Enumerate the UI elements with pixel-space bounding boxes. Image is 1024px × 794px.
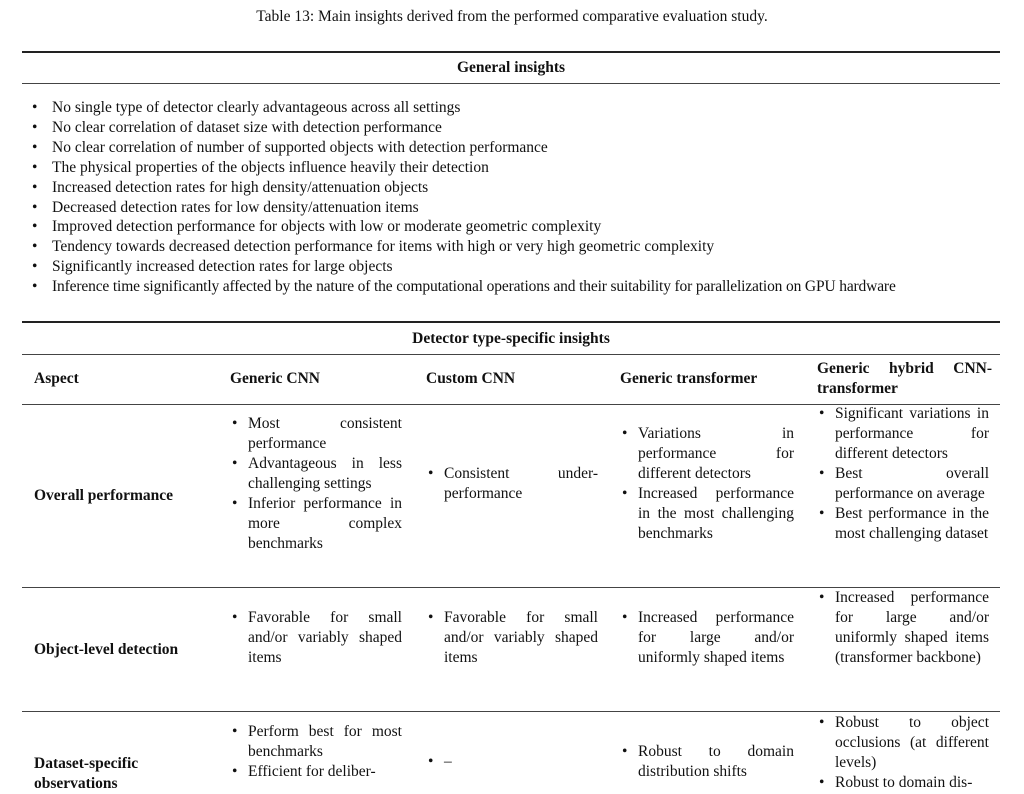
general-insights-heading: General insights [456,59,566,76]
cell-dataset-generic-transformer [620,742,794,782]
cell-object-generic-transformer [620,608,794,668]
list-item: • Robust to domain dis- [819,774,973,791]
specific-insights-heading: Detector type-specific insights [412,330,610,347]
row-aspect-dataset-specific: Dataset-specific observations [34,755,139,792]
col-header-aspect: Aspect [34,370,79,387]
list-item: • Perform best for most benchmarks [232,723,402,760]
general-insights-list [32,98,1007,297]
table-caption: Table 13: Main insights derived from the performed comparative evaluation study. [256,8,768,25]
col-header-generic-cnn: Generic CNN [230,370,320,387]
list-item: • No clear correlation of number of supported objects with detection performance [32,138,548,156]
list-item: • Most consistent performance [232,415,402,452]
cell-object-hybrid [817,588,989,668]
top-rule [22,51,1000,53]
specific-heading-rule [22,354,1000,355]
list-item: • Favorable for small and/or variably shaped items [428,609,598,666]
list-item: • Inferior performance in more complex benchmarks [232,495,402,552]
list-item: • Significantly increased detection rates for large objects [32,258,393,276]
cell-dataset-hybrid [817,713,989,793]
cell-object-custom-cnn [426,608,598,668]
cell-overall-generic-cnn [230,414,402,554]
cell-dataset-custom-cnn [426,752,598,772]
cell-overall-hybrid [817,404,989,544]
list-item: • Consistent under-performance [428,465,598,502]
list-item: • Decreased detection rates for low density/attenuation items [32,198,419,216]
list-item: • Robust to object occlusions (at different levels) [819,714,989,771]
row-aspect-object-level: Object-level detection [34,641,179,658]
list-item: • Increased performance for large and/or uniformly shaped items [622,609,794,666]
row-aspect-overall: Overall performance [34,487,174,504]
cell-overall-generic-transformer [620,424,794,544]
list-item: • No single type of detector clearly advantageous across all settings [32,99,461,116]
list-item: • Inference time significantly affected by the nature of the computational operations and their suitability for parallelization on GPU hardware [32,278,896,296]
list-item: • Efficient for deliber- [232,763,376,780]
cell-overall-custom-cnn [426,464,598,504]
specific-top-rule [22,321,1000,323]
list-item: • The physical properties of the objects influence heavily their detection [32,158,489,176]
list-item: • Significant variations in performance for different detectors [819,405,989,462]
list-item: • Variations in performance for different detectors [622,425,794,482]
list-item: • Increased performance in the most challenging benchmarks [622,485,794,542]
list-item: • Best performance in the most challenging dataset [819,505,989,542]
list-item: • Robust to domain distribution shifts [622,743,794,780]
col-header-hybrid: Generic hybrid CNN- transformer [817,360,992,397]
list-item: • Best overall performance on average [819,465,989,502]
list-item: • Tendency towards decreased detection performance for items with high or very high geometric complexity [32,238,715,256]
col-header-generic-transformer: Generic transformer [620,370,758,387]
row-rule [22,711,1000,712]
general-heading-rule [22,83,1000,84]
list-item: • Increased performance for large and/or uniformly shaped items (transformer backbone) [819,589,989,666]
list-item: • Increased detection rates for high density/attenuation objects [32,178,429,196]
cell-object-generic-cnn [230,608,402,668]
list-item: • No clear correlation of dataset size with detection performance [32,118,442,136]
list-item: • – [428,753,452,770]
list-item: • Favorable for small and/or variably shaped items [232,609,402,666]
list-item: • Improved detection performance for objects with low or moderate geometric complexity [32,218,602,236]
col-header-custom-cnn: Custom CNN [426,370,516,387]
list-item: • Advantageous in less challenging settings [232,455,402,492]
cell-dataset-generic-cnn [230,722,402,782]
